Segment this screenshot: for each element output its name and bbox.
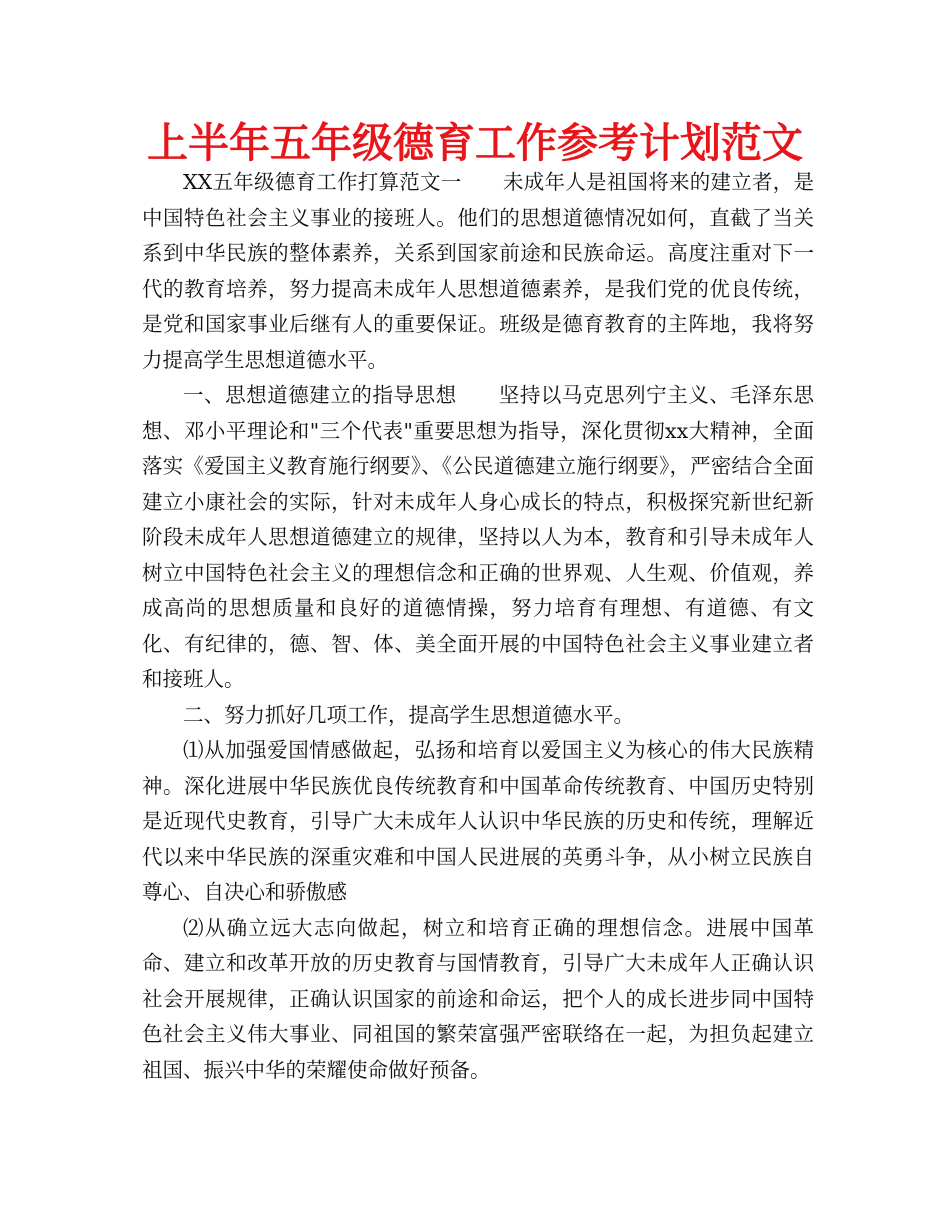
paragraph-item-1: ⑴从加强爱国情感做起，弘扬和培育以爱国主义为核心的伟大民族精神。深化进展中华民族优良传统教育和中国革命传统教育、中国历史特别是近现代史教育，引导广大未成年人认识中华民族的历史和传统，理解近代以来中华民族的深重灾难和中国人民进展的英勇斗争，从小树立民族自尊心、自决心和骄傲感 [142,738,814,904]
document-body [142,165,814,1088]
document-title: 上半年五年级德育工作参考计划范文 [147,119,803,167]
paragraph-intro: XX五年级德育工作打算范文一 未成年人是祖国将来的建立者，是中国特色社会主义事业的接班人。他们的思想道德情况如何，直截了当关系到中华民族的整体素养，关系到国家前途和民族命运。高度注重对下一代的教育培养，努力提高未成年人思想道德素养，是我们党的优良传统，是党和国家事业后继有人的重要保证。班级是德育教育的主阵地，我将努力提高学生思想道德水平。 [142,170,814,372]
paragraph-item-2: ⑵从确立远大志向做起，树立和培育正确的理想信念。进展中国革命、建立和改革开放的历史教育与国情教育，引导广大未成年人正确认识社会开展规律，正确认识国家的前途和命运，把个人的成长进步同中国特色社会主义伟大事业、同祖国的繁荣富强严密联络在一起，为担负起建立祖国、振兴中华的荣耀使命做好预备。 [142,915,814,1082]
paragraph-work-items-heading: 二、努力抓好几项工作，提高学生思想道德水平。 [183,702,634,727]
paragraph-guiding-thought: 一、思想道德建立的指导思想 坚持以马克思列宁主义、毛泽东思想、邓小平理论和"三个代表"重要思想为指导，深化贯彻xx大精神，全面落实《爱国主义教育施行纲要》、《公民道德建立施行纲要》，严密结合全面建立小康社会的实际，针对未成年人身心成长的特点，积极探究新世纪新阶段未成年人思想道德建立的规律，坚持以人为本，教育和引导未成年人树立中国特色社会主义的理想信念和正确的世界观、人生观、价值观，养成高尚的思想质量和良好的道德情操，努力培育有理想、有道德、有文化、有纪律的，德、智、体、美全面开展的中国特色社会主义事业建立者和接班人。 [142,383,814,691]
